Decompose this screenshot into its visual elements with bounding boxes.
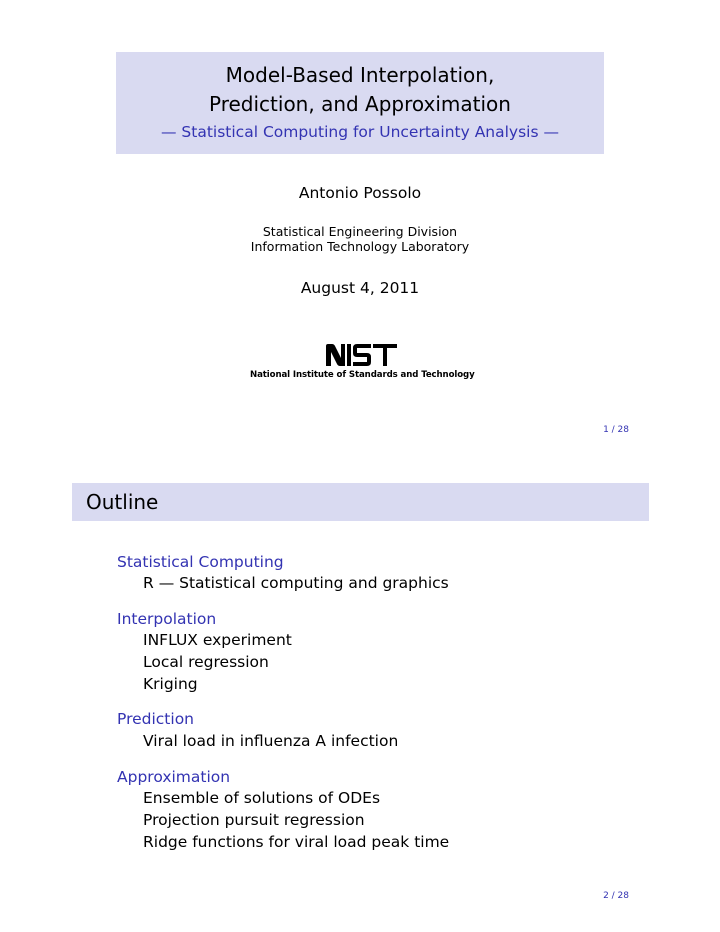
frame-title-bar [72, 483, 649, 521]
date: August 4, 2011 [300, 279, 420, 297]
title-box [116, 52, 604, 154]
outline-subsection[interactable]: Ensemble of solutions of ODEs [143, 789, 381, 807]
nist-logo-mark [326, 344, 398, 366]
outline-section[interactable]: Approximation [117, 768, 231, 786]
page-number: 1 / 28 [603, 425, 629, 435]
nist-logo-text: National Institute of Standards and Technology [250, 370, 475, 380]
page-number: 2 / 28 [603, 891, 629, 901]
frame-title: Outline [86, 490, 159, 514]
outline-subsection[interactable]: R — Statistical computing and graphics [143, 574, 449, 592]
outline-subsection[interactable]: Kriging [143, 675, 198, 693]
outline-section[interactable]: Prediction [117, 710, 195, 728]
title-line-2: Prediction, and Approximation [209, 92, 511, 116]
outline-section[interactable]: Interpolation [117, 610, 217, 628]
outline-subsection[interactable]: Viral load in influenza A infection [143, 732, 399, 750]
author: Antonio Possolo [298, 184, 422, 202]
subtitle: — Statistical Computing for Uncertainty Analysis — [161, 123, 559, 141]
outline-subsection[interactable]: Projection pursuit regression [143, 811, 365, 829]
institute-laboratory: Information Technology Laboratory [250, 239, 470, 254]
outline-section[interactable]: Statistical Computing [117, 553, 284, 571]
title-line-1: Model-Based Interpolation, [225, 63, 495, 87]
outline-subsection[interactable]: Ridge functions for viral load peak time [143, 833, 450, 851]
outline-slide [0, 466, 720, 932]
outline-subsection[interactable]: INFLUX experiment [143, 631, 292, 649]
outline-subsection[interactable]: Local regression [143, 653, 269, 671]
institute-division: Statistical Engineering Division [262, 224, 458, 239]
nist-logo [250, 344, 474, 386]
